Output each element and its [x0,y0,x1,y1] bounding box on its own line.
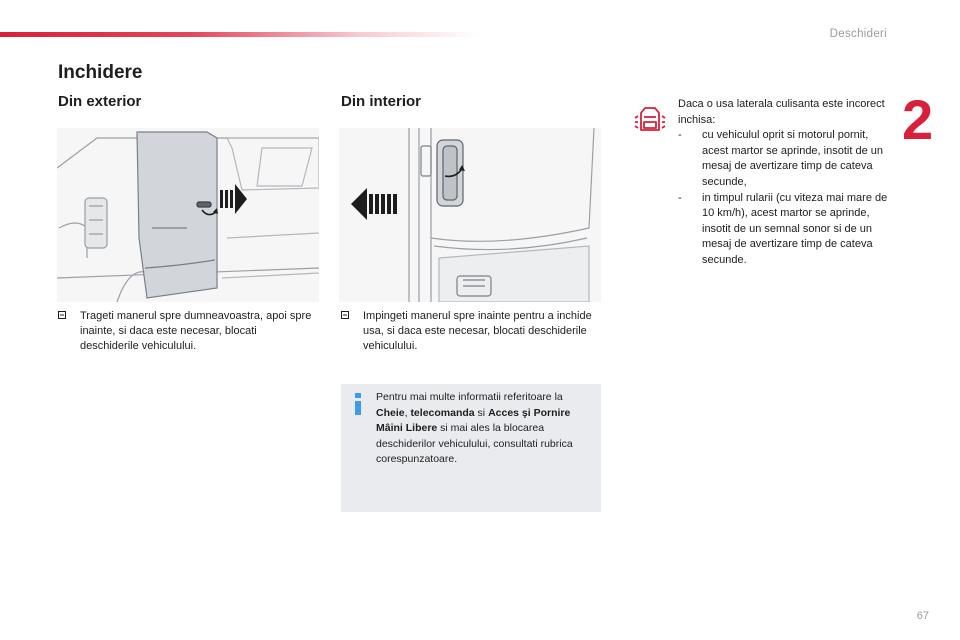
warning-intro: Daca o usa laterala culisanta este incorect inchisa: [678,98,885,126]
info-box [341,384,601,512]
info-text: Pentru mai multe informatii referitoare la Cheie, telecomanda si Acces şi Pornire Mâini Libere si mai ales la blocarea deschiderilor vehiculului, consultati rubrica corespunzatoare. [376,391,573,465]
page-number: 67 [916,610,929,622]
car-side-door-exterior-illustration [57,128,319,302]
exterior-step [58,309,318,354]
section-header: Deschideri [829,28,887,40]
info-icon [351,393,365,415]
door-open-warning-icon [634,104,666,136]
door-inner-handle-illustration [339,128,601,302]
step-bullet-icon [58,311,66,319]
warning-item: - in timpul rularii (cu viteza mai mare de 10 km/h), acest martor se aprinde, insotit de un semnal sonor si de un mesaj de avertizare timp de cateva secunde. [678,191,888,266]
interior-subtitle: Din interior [341,93,422,110]
warning-text [678,97,888,269]
interior-step-text: Impingeti manerul spre inainte pentru a inchide usa, si daca este necesar, blocati deschiderile vehiculului. [363,310,592,352]
header-accent-bar [0,32,480,37]
chapter-number: 2 [902,88,934,151]
exterior-subtitle: Din exterior [58,93,142,110]
warning-item: - cu vehiculul oprit si motorul pornit, acest martor se aprinde, insotit de un mesaj de avertizare timp de cateva secunde, [678,129,883,188]
interior-step [341,309,601,354]
page-title: Inchidere [58,62,143,83]
step-bullet-icon [341,311,349,319]
exterior-step-text: Trageti manerul spre dumneavoastra, apoi spre inainte, si daca este necesar, blocati deschiderile vehiculului. [80,310,312,352]
